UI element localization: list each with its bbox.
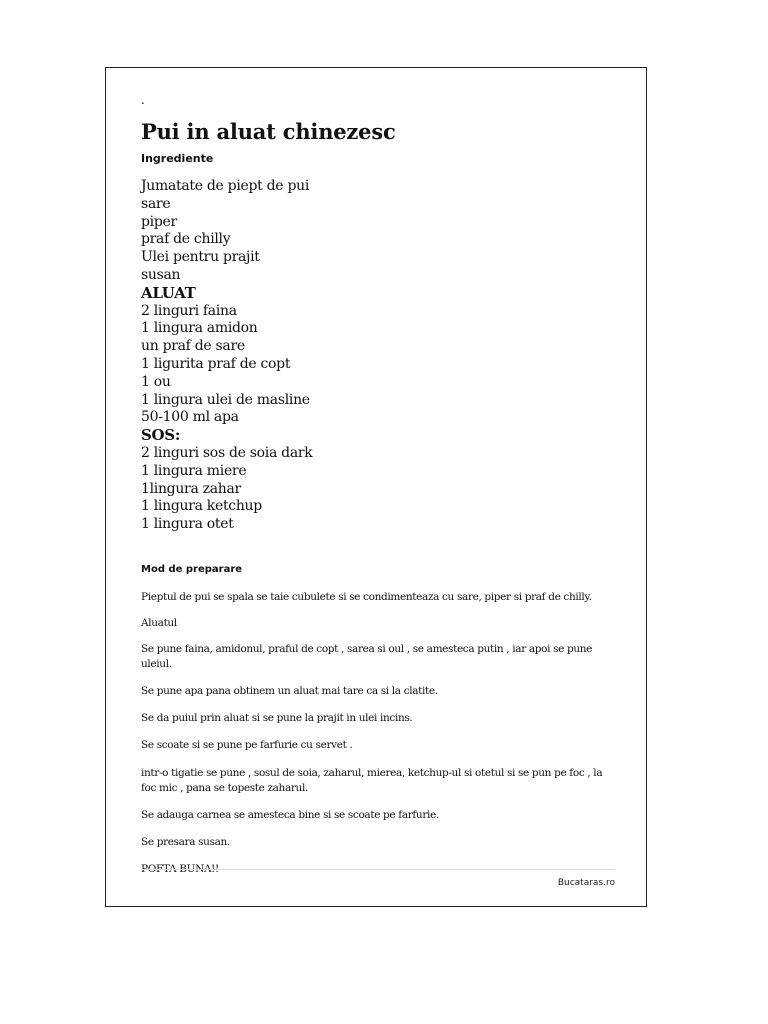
- method-step: Se da puiul prin aluat si se pune la prajit in ulei incins.: [141, 712, 413, 724]
- ingredient-item: 1 lingura miere: [141, 462, 247, 479]
- stray-dot: .: [141, 93, 145, 107]
- ingredient-item: sare: [141, 195, 171, 212]
- ingredient-item: praf de chilly: [141, 231, 231, 248]
- ingredients-heading: Ingrediente: [141, 152, 214, 165]
- method-step: Se presara susan.: [141, 836, 230, 848]
- ingredient-item: 1 ligurita praf de copt: [141, 355, 291, 372]
- method-heading: Mod de preparare: [141, 564, 243, 575]
- method-step: Se scoate si se pune pe farfurie cu servet .: [141, 739, 353, 751]
- ingredient-item: 1 ou: [141, 373, 171, 390]
- ingredient-item: 1 lingura ketchup: [141, 498, 262, 515]
- site-footer: Bucataras.ro: [557, 878, 615, 888]
- method-steps: [141, 590, 615, 877]
- method-step: Se adauga carnea se amesteca bine si se scoate pe farfurie.: [141, 809, 439, 821]
- ingredient-item: Jumatate de piept de pui: [141, 178, 309, 194]
- footer-divider: [141, 869, 615, 870]
- ingredient-item: Ulei pentru prajit: [141, 249, 260, 266]
- method-step: Se pune faina, amidonul, praful de copt , sarea si oul , se amesteca putin , iar apoi se pune uleiul.: [141, 643, 593, 670]
- ingredient-item: susan: [141, 266, 181, 283]
- ingredient-item: 2 linguri faina: [141, 302, 237, 319]
- method-step: intr-o tigatie se pune , sosul de soia, zaharul, mierea, ketchup-ul si otetul si se pun pe foc , la foc mic , pana se topeste zaharul.: [141, 767, 603, 794]
- ingredient-section-heading: SOS:: [141, 426, 181, 445]
- method-subheading: Aluatul: [141, 617, 177, 629]
- recipe-page: [105, 67, 647, 907]
- method-step: Pieptul de pui se spala se taie cubulete si se condimenteaza cu sare, piper si praf de chilly.: [141, 591, 592, 603]
- ingredient-item: un praf de sare: [141, 338, 245, 355]
- closing-note: POFTA BUNA!!: [141, 863, 219, 875]
- ingredient-item: 1 lingura ulei de masline: [141, 391, 310, 408]
- method-step: Se pune apa pana obtinem un aluat mai tare ca si la clatite.: [141, 685, 438, 697]
- ingredient-section-heading: ALUAT: [141, 283, 196, 302]
- ingredient-item: 1 lingura otet: [141, 516, 234, 533]
- ingredient-item: piper: [141, 213, 177, 230]
- ingredient-item: 1lingura zahar: [141, 480, 241, 497]
- ingredient-item: 1 lingura amidon: [141, 320, 258, 337]
- ingredients-list: [141, 178, 312, 534]
- ingredient-item: 2 linguri sos de soia dark: [141, 444, 313, 461]
- recipe-title: Pui in aluat chinezesc: [141, 119, 396, 144]
- ingredient-item: 50-100 ml apa: [141, 409, 239, 426]
